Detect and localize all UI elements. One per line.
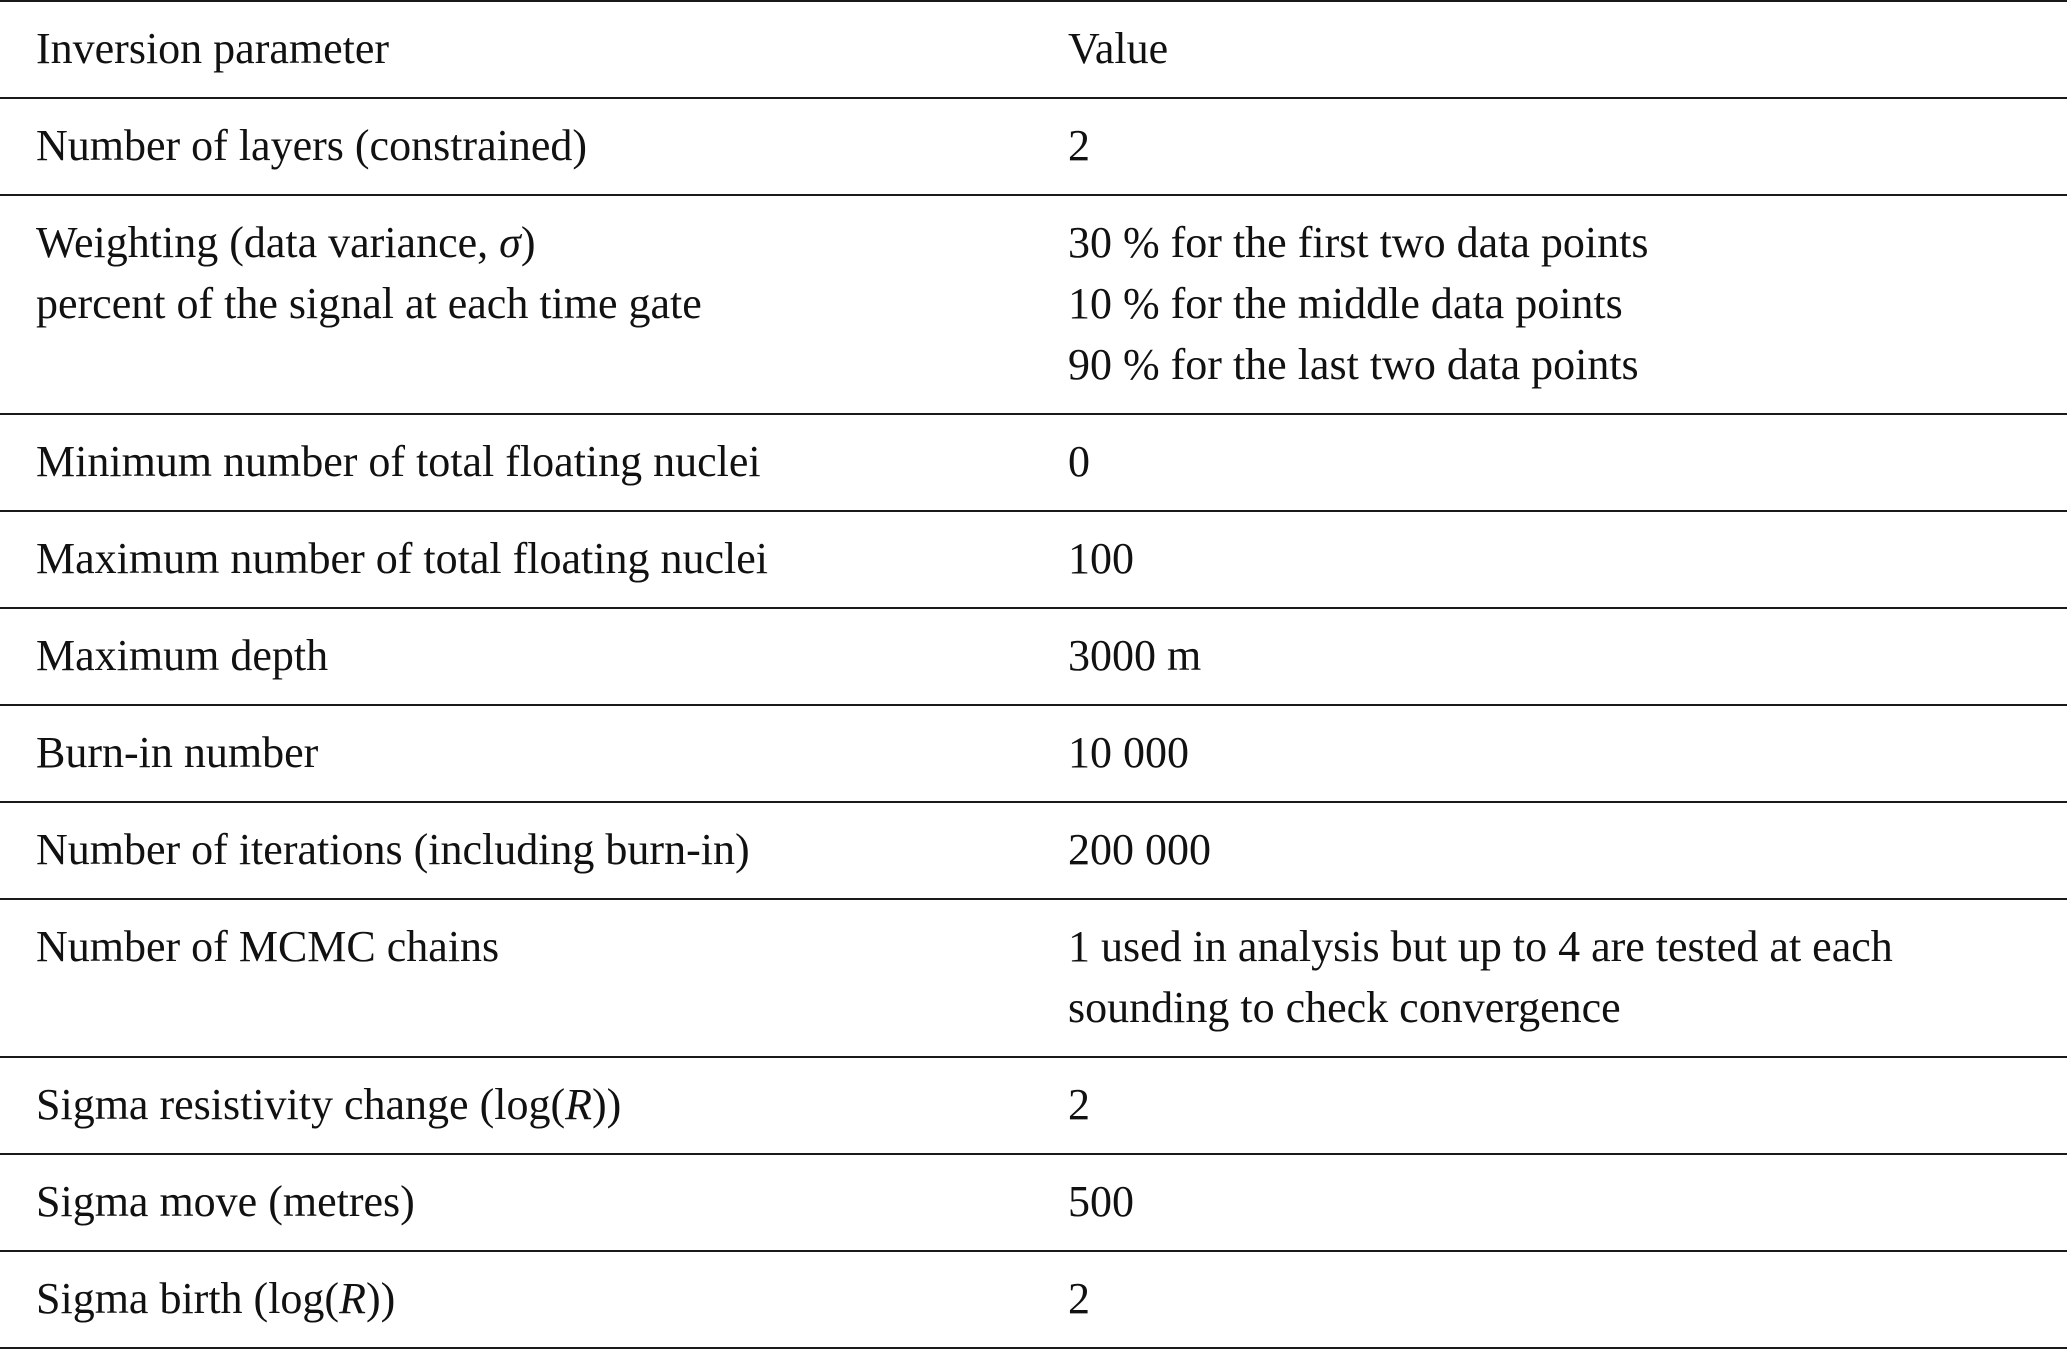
parameter-cell xyxy=(0,1057,1034,1154)
value-text: 10 % for the middle data points xyxy=(1068,279,1623,328)
parameter-cell xyxy=(0,195,1034,414)
value-cell xyxy=(1034,899,2067,1057)
table-row xyxy=(0,608,2067,705)
table-row xyxy=(0,1154,2067,1251)
table-row xyxy=(0,1057,2067,1154)
parameter-text: Number of iterations (including burn-in) xyxy=(36,825,750,874)
value-text: 2 xyxy=(1068,121,1090,170)
parameter-text: Number of layers (constrained) xyxy=(36,121,588,170)
parameter-text: percent of the signal at each time gate xyxy=(36,279,702,328)
table-row xyxy=(0,414,2067,511)
resistivity-symbol: R xyxy=(565,1080,593,1129)
parameter-text: Sigma birth (log(R)) xyxy=(36,1274,396,1323)
parameter-text: Weighting (data variance, σ) xyxy=(36,218,536,267)
table-row xyxy=(0,195,2067,414)
parameter-cell xyxy=(0,608,1034,705)
value-cell xyxy=(1034,705,2067,802)
value-text: 500 xyxy=(1068,1177,1134,1226)
parameter-text: Burn-in number xyxy=(36,728,319,777)
value-text: 100 xyxy=(1068,534,1134,583)
parameter-text: Sigma resistivity change (log(R)) xyxy=(36,1080,622,1129)
parameter-cell xyxy=(0,705,1034,802)
parameter-cell xyxy=(0,98,1034,195)
value-text: 10 000 xyxy=(1068,728,1189,777)
table-header-row xyxy=(0,1,2067,98)
parameter-text: Maximum depth xyxy=(36,631,329,680)
table-row xyxy=(0,899,2067,1057)
resistivity-symbol: R xyxy=(339,1274,366,1323)
value-text: 90 % for the last two data points xyxy=(1068,340,1639,389)
value-cell xyxy=(1034,802,2067,899)
value-cell xyxy=(1034,511,2067,608)
table-row xyxy=(0,1251,2067,1348)
header-value: Value xyxy=(1068,24,1169,73)
table-row xyxy=(0,511,2067,608)
value-text: 3000 m xyxy=(1068,631,1202,680)
header-parameter: Inversion parameter xyxy=(36,24,390,73)
parameter-text: Minimum number of total floating nuclei xyxy=(36,437,761,486)
parameter-cell xyxy=(0,1154,1034,1251)
table-row xyxy=(0,802,2067,899)
value-cell xyxy=(1034,608,2067,705)
parameter-cell xyxy=(0,1251,1034,1348)
parameter-cell xyxy=(0,802,1034,899)
value-text: sounding to check convergence xyxy=(1068,983,1621,1032)
parameter-text: Maximum number of total floating nuclei xyxy=(36,534,768,583)
value-text: 1 used in analysis but up to 4 are tested at each xyxy=(1068,922,1893,971)
value-text: 0 xyxy=(1068,437,1090,486)
table-row xyxy=(0,98,2067,195)
value-text: 2 xyxy=(1068,1274,1090,1323)
parameter-text: Sigma move (metres) xyxy=(36,1177,415,1226)
value-cell xyxy=(1034,1251,2067,1348)
table-row xyxy=(0,705,2067,802)
parameter-cell xyxy=(0,511,1034,608)
value-cell xyxy=(1034,98,2067,195)
sigma-symbol: σ xyxy=(499,218,521,267)
value-cell xyxy=(1034,414,2067,511)
value-cell xyxy=(1034,1057,2067,1154)
value-cell xyxy=(1034,195,2067,414)
value-text: 2 xyxy=(1068,1080,1090,1129)
value-text: 200 000 xyxy=(1068,825,1211,874)
value-cell xyxy=(1034,1154,2067,1251)
parameter-cell xyxy=(0,899,1034,1057)
value-text: 30 % for the first two data points xyxy=(1068,218,1649,267)
parameter-text: Number of MCMC chains xyxy=(36,922,500,971)
parameter-cell xyxy=(0,414,1034,511)
